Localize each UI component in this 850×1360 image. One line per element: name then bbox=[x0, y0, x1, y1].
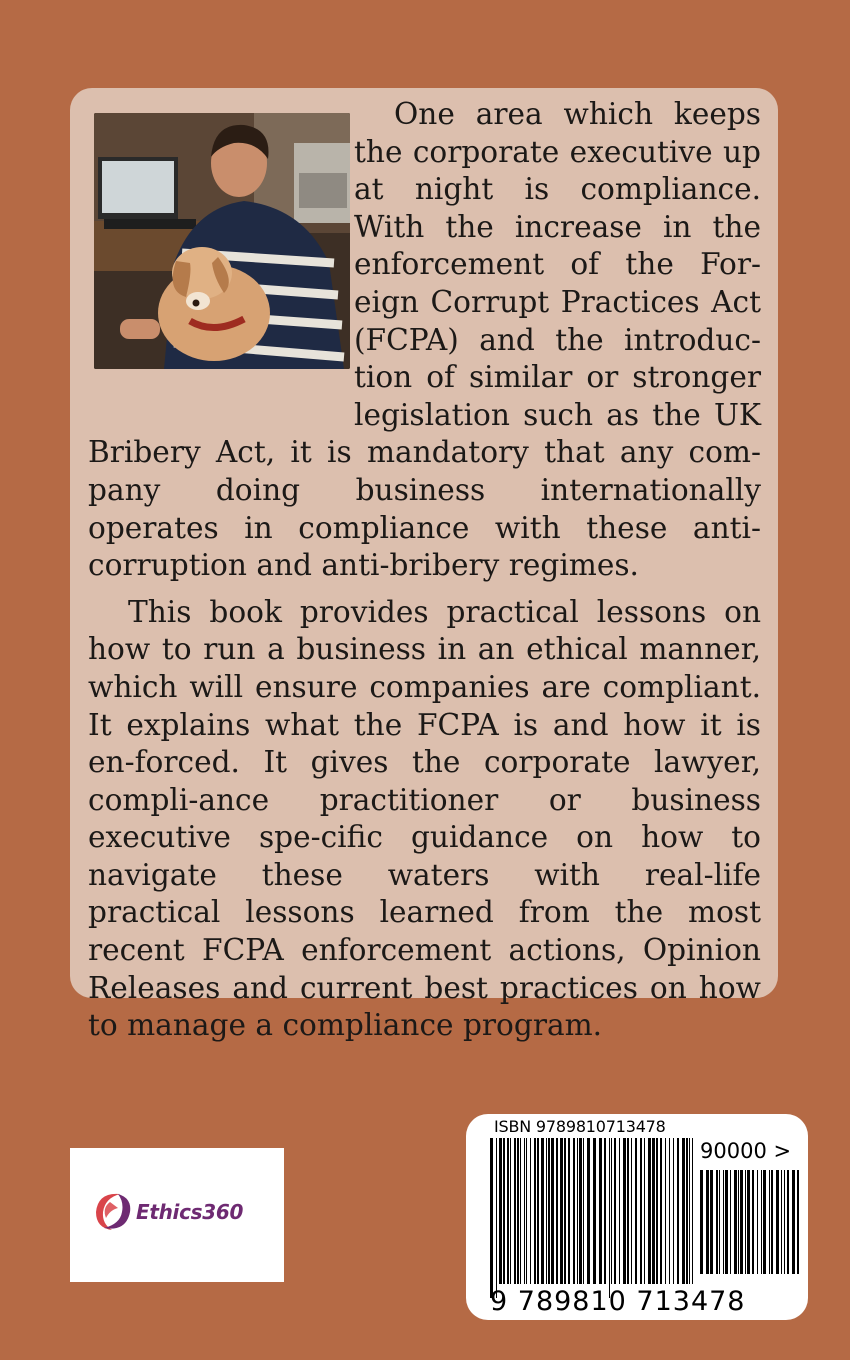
isbn-barcode bbox=[466, 1114, 808, 1320]
publisher-logo bbox=[70, 1148, 284, 1282]
publisher-logo-text: Ethics360 bbox=[136, 1200, 244, 1224]
ean-barcode-bars bbox=[490, 1138, 696, 1298]
blurb-paragraph-1: One area which keeps the corporate executive up at night is compliance. With the increase in the enforcement of the For-eign Corrupt Practices Act (FCPA) and the introduc-tion of similar or stronger legislation such as the UK Bribery Act, it is mandatory that any com-pany doing business internationally operates in compliance with these anti-corruption and anti-bribery regimes. bbox=[88, 97, 761, 583]
isbn-label: ISBN 9789810713478 bbox=[494, 1117, 666, 1136]
blurb-paragraph-2: This book provides practical lessons on how to run a business in an ethical manner, which will ensure companies are compliant. It explains what the FCPA is and how it is en-forced. It gives the corporate lawyer, compli-ance practitioner or business executive spe-cific guidance on how to navigate these waters with real-life practical lessons learned from the most recent FCPA enforcement actions, Opinion Releases and current best practices on how to manage a compliance program. bbox=[88, 594, 761, 1043]
price-code: 90000 > bbox=[700, 1139, 792, 1163]
blurb-text bbox=[88, 96, 761, 1045]
blurb-panel bbox=[70, 88, 778, 1043]
swirl-logo-icon bbox=[90, 1188, 134, 1234]
addon-barcode-bars bbox=[700, 1170, 800, 1274]
isbn-digits: 9 789810 713478 bbox=[490, 1286, 746, 1317]
